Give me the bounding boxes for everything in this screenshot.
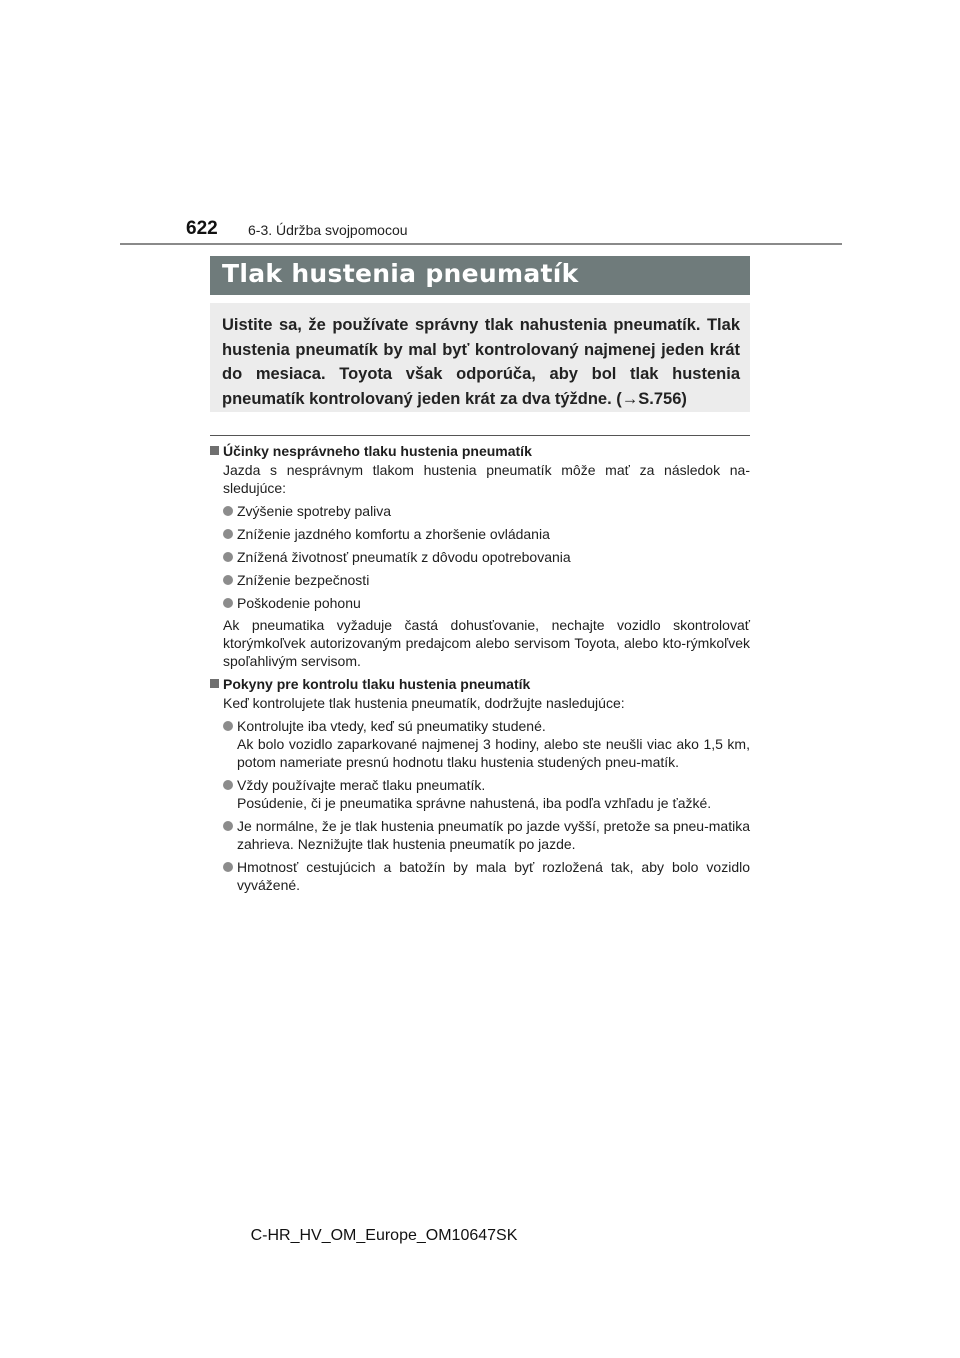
list-item-text: Zníženie bezpečnosti [237, 572, 370, 588]
list-item [223, 717, 750, 771]
section-header: 6-3. Údržba svojpomocou [248, 222, 408, 238]
list-item-text: Znížená životnosť pneumatík z dôvodu opotrebovania [237, 549, 571, 565]
list-item [223, 858, 750, 894]
section-lead: Keď kontrolujete tlak hustenia pneumatík, dodržujte nasledujúce: [223, 695, 625, 711]
list-item-text: Poškodenie pohonu [237, 595, 361, 611]
intro-text: Uistite sa, že používate správny tlak nahustenia pneumatík. Tlak hustenia pneumatík by mal byť kontrolovaný najmenej jeden krát do mesiaca. Toyota však odporúča, aby bol tlak hustenia pneumatík kontrolovaný jeden krát za dva týždne. (→S.756) [222, 316, 740, 408]
list-item-text: Je normálne, že je tlak hustenia pneumatík po jazde vyšší, pretože sa pneu-matika zahrieva. Neznižujte tlak hustenia pneumatík po jazde. [237, 818, 750, 852]
page-number: 622 [186, 218, 218, 239]
list-item [223, 594, 750, 612]
list-item-text: Vždy používajte merač tlaku pneumatík. [237, 777, 486, 793]
section-lead: Jazda s nesprávnym tlakom hustenia pneumatík môže mať za následok na-sledujúce: [223, 462, 750, 496]
list-item [223, 548, 750, 566]
list-item-text: Zvýšenie spotreby paliva [237, 503, 392, 519]
content-divider [210, 435, 750, 436]
header-divider [120, 243, 842, 245]
round-bullet-icon [223, 862, 233, 872]
round-bullet-icon [223, 529, 233, 539]
round-bullet-icon [223, 721, 233, 731]
round-bullet-icon [223, 598, 233, 608]
section-closing: Ak pneumatika vyžaduje častá dohusťovanie, nechajte vozidlo skontrolovať ktorýmkoľvek autorizovaným predajcom alebo servisom Toyota, alebo kto-rýmkoľvek spoľahlivým servisom. [223, 617, 750, 669]
list-item [223, 502, 750, 520]
section-heading-text: Účinky nesprávneho tlaku hustenia pneumatík [223, 443, 532, 459]
content [210, 442, 750, 894]
list-item-detail: Ak bolo vozidlo zaparkované najmenej 3 hodiny, alebo ste neušli viac ako 1,5 km, potom nameriate presnú hodnotu tlaku hustenia studených pneu-matík. [237, 736, 750, 770]
list-item-text: Hmotnosť cestujúcich a batožín by mala byť rozložená tak, aby bolo vozidlo vyvážené. [237, 859, 750, 893]
page-title: Tlak hustenia pneumatík [210, 256, 750, 295]
round-bullet-icon [223, 575, 233, 585]
list-item [223, 817, 750, 853]
section-heading [210, 442, 750, 460]
footer-code: C-HR_HV_OM_Europe_OM10647SK [250, 1227, 518, 1244]
list-item-text: Zníženie jazdného komfortu a zhoršenie ovládania [237, 526, 550, 542]
list-item [223, 571, 750, 589]
intro-box [210, 303, 750, 412]
list-item-text: Kontrolujte iba vtedy, keď sú pneumatiky studené. [237, 718, 546, 734]
round-bullet-icon [223, 821, 233, 831]
round-bullet-icon [223, 780, 233, 790]
round-bullet-icon [223, 506, 233, 516]
document-footer [0, 1227, 960, 1245]
list-item [223, 525, 750, 543]
section-heading [210, 675, 750, 693]
list-item [223, 776, 750, 812]
round-bullet-icon [223, 552, 233, 562]
square-bullet-icon [210, 679, 219, 688]
square-bullet-icon [210, 446, 219, 455]
section-heading-text: Pokyny pre kontrolu tlaku hustenia pneumatík [223, 676, 531, 692]
list-item-detail: Posúdenie, či je pneumatika správne nahustená, iba podľa vzhľadu je ťažké. [237, 795, 712, 811]
